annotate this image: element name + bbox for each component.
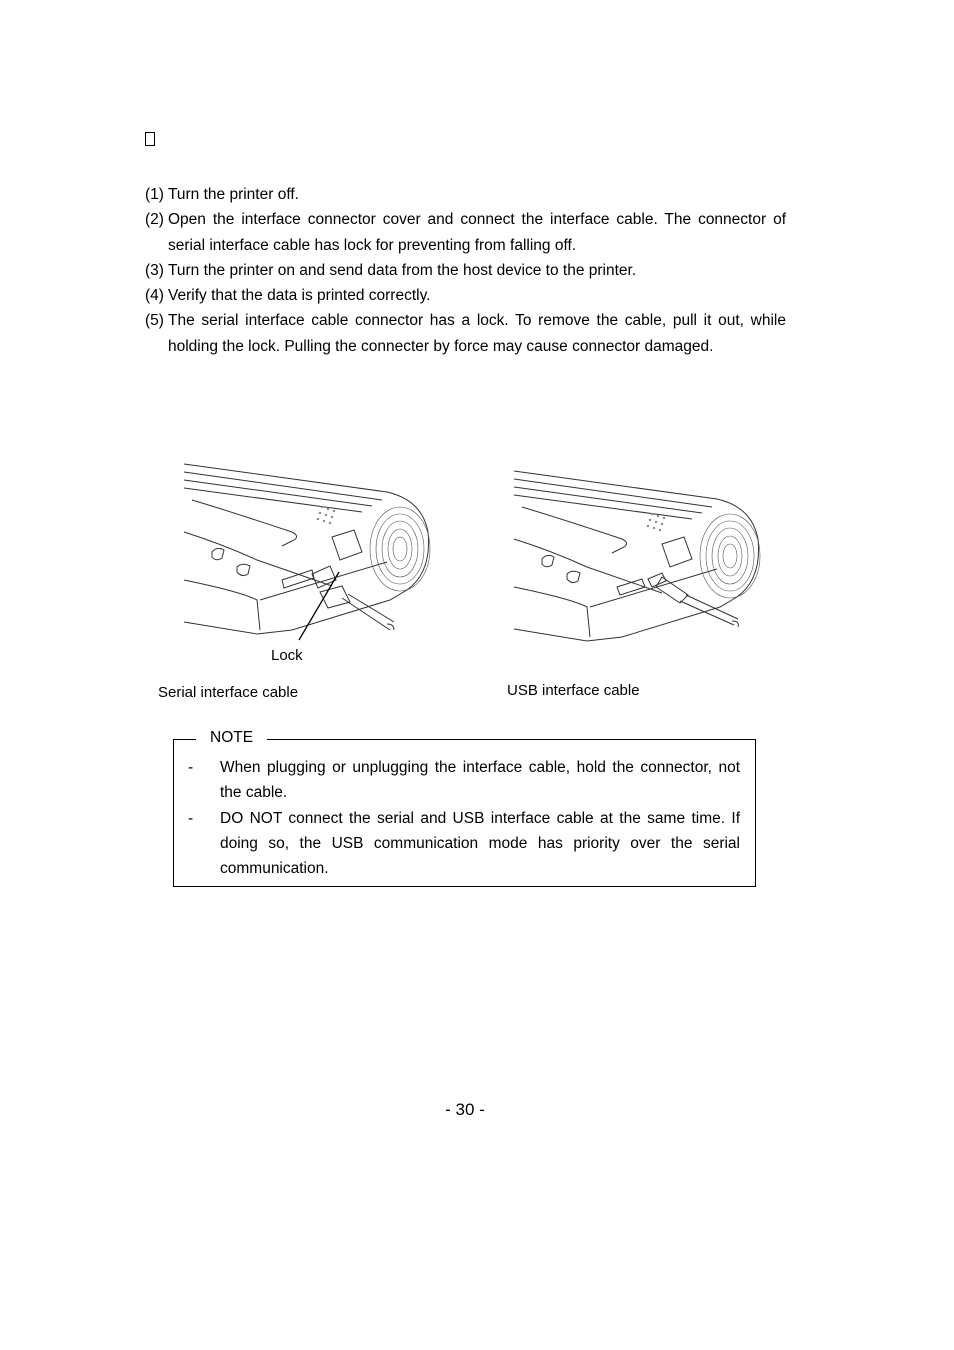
note-bullet: -	[188, 759, 194, 776]
printer-usb-drawing	[512, 469, 770, 654]
step-number: (5)	[145, 312, 164, 330]
step-2	[145, 207, 786, 258]
printer-serial-drawing	[182, 462, 440, 647]
note-item	[188, 755, 740, 806]
step-text: Turn the printer off.	[168, 186, 299, 203]
step-1	[145, 182, 786, 207]
note-list	[188, 755, 740, 881]
note-text: When plugging or unplugging the interface cable, hold the connector, not the cable.	[220, 759, 740, 802]
step-text: The serial interface cable connector has a lock. To remove the cable, pull it out, while holding the lock. Pulling the connecter by force may cause connector damaged.	[168, 312, 786, 355]
procedure-steps	[145, 182, 786, 359]
step-5	[145, 308, 786, 359]
note-bullet: -	[188, 809, 194, 827]
missing-glyph-icon	[145, 132, 155, 146]
step-text: Open the interface connector cover and connect the interface cable. The connector of serial interface cable has lock for preventing from falling off.	[168, 211, 786, 254]
note-item	[188, 806, 740, 882]
step-3	[145, 258, 786, 283]
lock-label: Lock	[271, 647, 303, 664]
step-text: Verify that the data is printed correctly.	[168, 287, 431, 305]
serial-caption: Serial interface cable	[158, 684, 299, 701]
step-text: Turn the printer on and send data from the host device to the printer.	[168, 261, 637, 279]
serial-cable-illustration	[182, 462, 440, 647]
step-number: (4)	[145, 287, 164, 305]
step-number: (3)	[145, 261, 164, 279]
page-number: - 30 -	[445, 1100, 485, 1119]
note-title: NOTE	[196, 728, 267, 748]
usb-caption: USB interface cable	[507, 682, 640, 699]
note-text: DO NOT connect the serial and USB interface cable at the same time. If doing so, the USB communication mode has priority over the serial communication.	[220, 809, 740, 878]
usb-cable-illustration	[512, 469, 770, 654]
step-4	[145, 283, 786, 308]
step-number: (1)	[145, 186, 164, 203]
step-number: (2)	[145, 211, 164, 229]
